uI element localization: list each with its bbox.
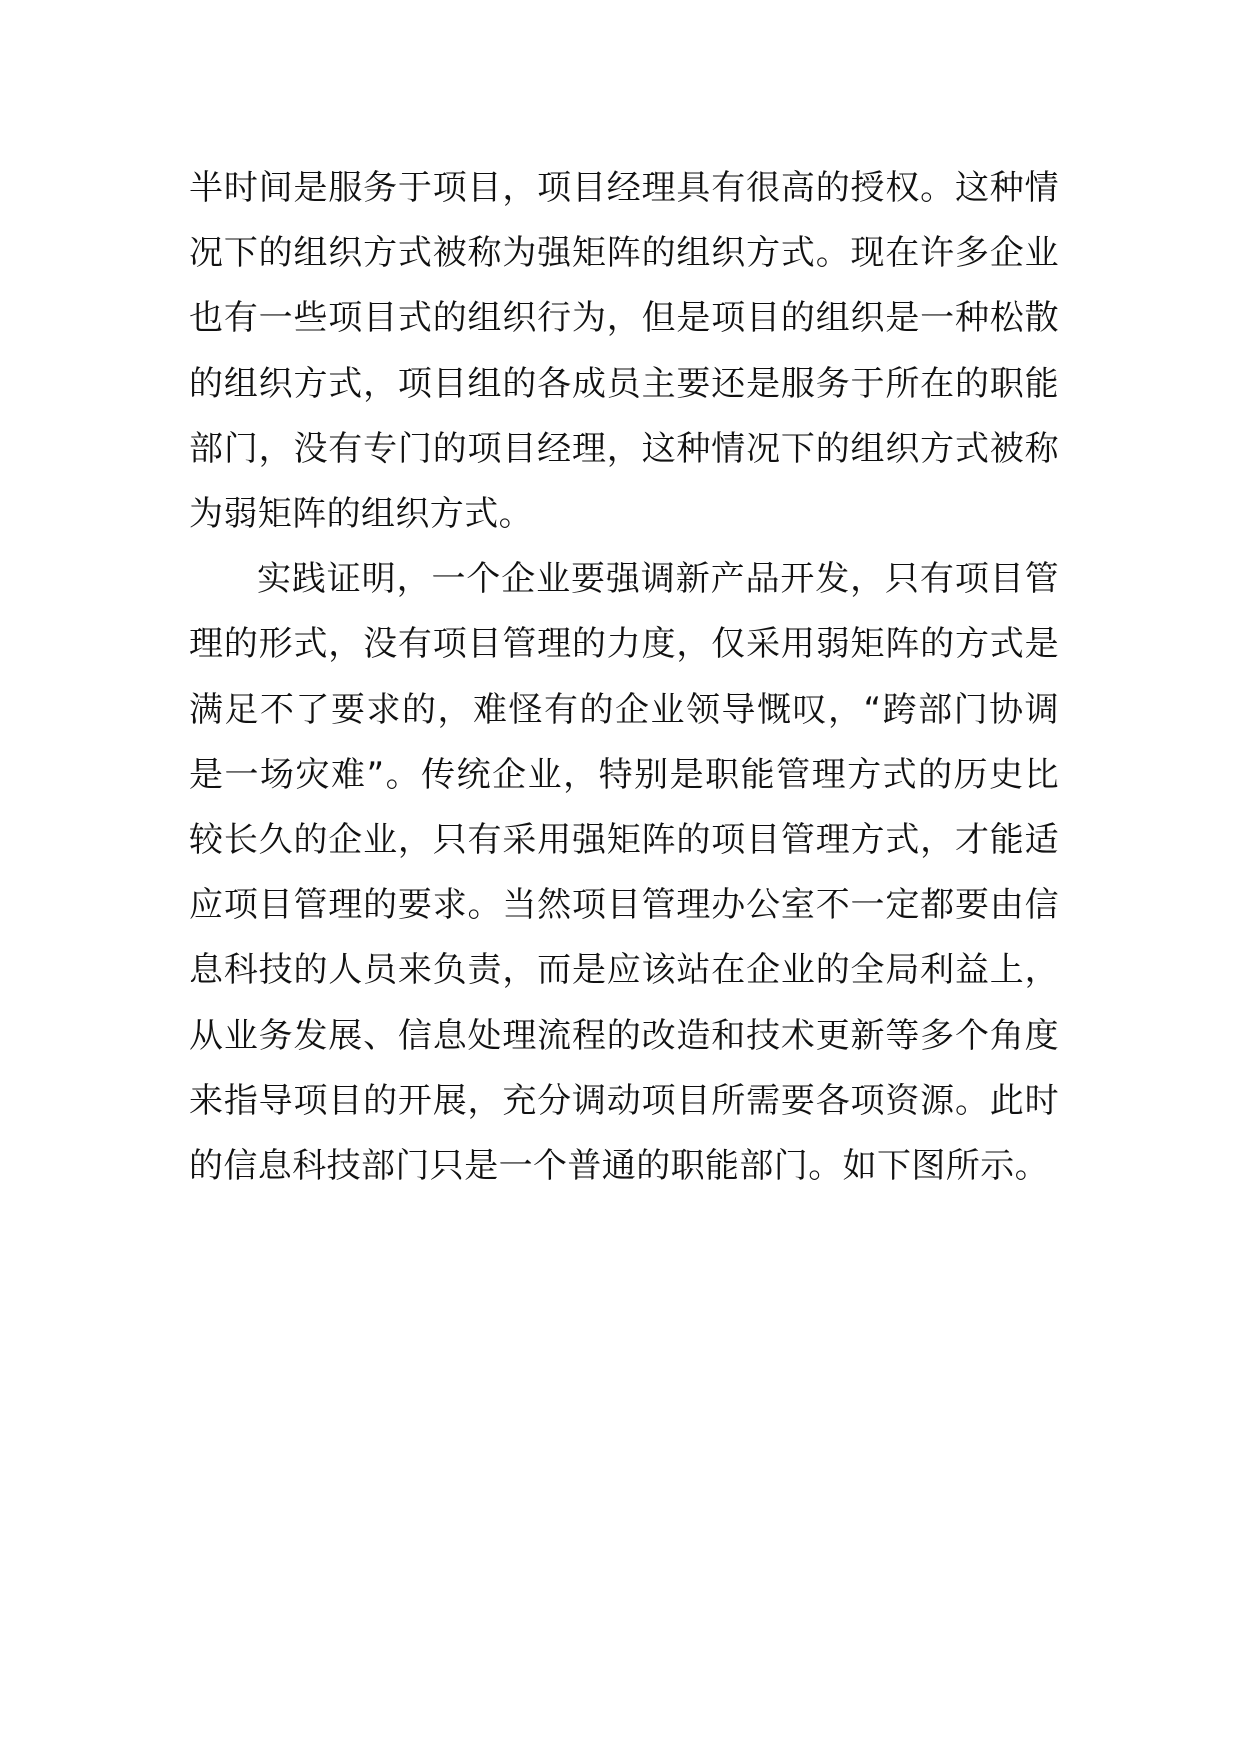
paragraph-1: 半时间是服务于项目，项目经理具有很高的授权。这种情况下的组织方式被称为强矩阵的组织方式。现在许多企业也有一些项目式的组织行为，但是项目的组织是一种松散的组织方式，项目组的各成员主要还是服务于所在的职能部门，没有专门的项目经理，这种情况下的组织方式被称为弱矩阵的组织方式。 <box>189 168 1059 535</box>
paragraph-2: 实践证明，一个企业要强调新产品开发，只有项目管理的形式，没有项目管理的力度，仅采用弱矩阵的方式是满足不了要求的，难怪有的企业领导慨叹，“跨部门协调是一场灾难”。传统企业，特别是职能管理方式的历史比较长久的企业，只有采用强矩阵的项目管理方式，才能适应项目管理的要求。当然项目管理办公室不一定都要由信息科技的人员来负责，而是应该站在企业的全局利益上，从业务发展、信息处理流程的改造和技术更新等多个角度来指导项目的开展，充分调动项目所需要各项资源。此时的信息科技部门只是一个普通的职能部门。如下图所示。 <box>189 559 1059 1187</box>
body-text <box>189 156 1059 1199</box>
